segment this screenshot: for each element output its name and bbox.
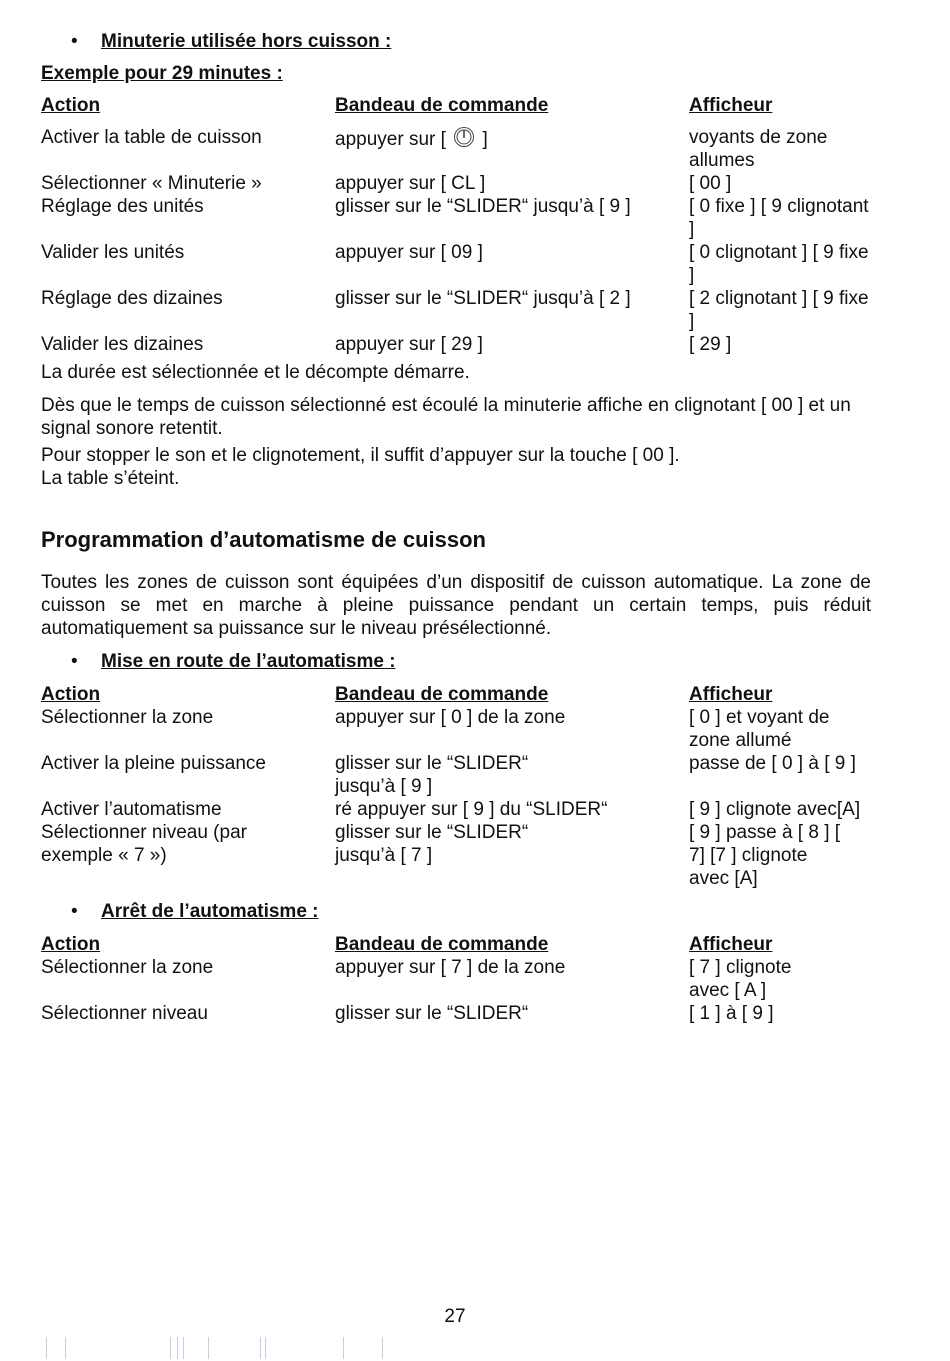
row-action: Réglage des unités (41, 196, 204, 217)
row-display: [ 9 ] passe à [ 8 ] [ 7] [7 ] clignote avec [A] (689, 822, 841, 889)
table-row (41, 195, 871, 241)
bullet: • (71, 31, 78, 52)
table-row (41, 287, 871, 333)
bullet: • (71, 651, 78, 672)
row-display: passe de [ 0 ] à [ 9 ] (689, 753, 856, 774)
header-action: Action (41, 934, 101, 955)
row-display: [ 0 fixe ] [ 9 clignotant ] (689, 196, 869, 240)
automation-stop-heading (41, 900, 871, 923)
row-display: [ 2 clignotant ] [ 9 fixe ] (689, 288, 869, 332)
table-row (41, 126, 871, 172)
document-page (41, 30, 871, 1025)
table-row (41, 752, 871, 798)
row-action: Sélectionner niveau (41, 1003, 208, 1024)
command-suffix: ] (482, 129, 488, 150)
scan-mark (260, 1337, 261, 1359)
row-action: Sélectionner la zone (41, 957, 214, 978)
header-display: Afficheur (689, 684, 773, 705)
row-command: appuyer sur [ 09 ] (335, 242, 483, 263)
row-display: [ 1 ] à [ 9 ] (689, 1003, 774, 1024)
table-header (41, 933, 871, 956)
row-command: glisser sur le “SLIDER“ jusqu’à [ 2 ] (335, 288, 631, 309)
header-action: Action (41, 684, 101, 705)
table-row (41, 798, 871, 821)
scan-mark (208, 1337, 209, 1359)
bullet: • (71, 901, 78, 922)
paragraph-timer-end: Dès que le temps de cuisson sélectionné est écoulé la minuterie affiche en clignotant [ 00 ] et un signal sonore retentit. (41, 395, 851, 439)
row-command: glisser sur le “SLIDER“ jusqu’à [ 7 ] (335, 822, 529, 866)
paragraph-intro: Toutes les zones de cuisson sont équipées d’un dispositif de cuisson automatique. La zone de cuisson se met en marche à pleine puissance pendant un certain temps, puis réduit automatiquement sa puissance sur le niveau présélectionné. (41, 572, 871, 639)
header-command: Bandeau de commande (335, 934, 549, 955)
row-command: glisser sur le “SLIDER“ (335, 1003, 529, 1024)
scan-mark (46, 1337, 47, 1359)
scan-mark (177, 1337, 178, 1359)
table-row (41, 706, 871, 752)
row-action: Valider les unités (41, 242, 185, 263)
header-display: Afficheur (689, 95, 773, 116)
automation-stop-heading-text: Arrêt de l’automatisme : (101, 901, 319, 922)
row-action: Activer l’automatisme (41, 799, 222, 820)
timer-heading-text: Minuterie utilisée hors cuisson : (101, 31, 392, 52)
header-action: Action (41, 95, 101, 116)
row-action: Réglage des dizaines (41, 288, 223, 309)
row-action: Activer la table de cuisson (41, 127, 262, 148)
automation-start-heading (41, 650, 871, 673)
row-action: Activer la pleine puissance (41, 753, 266, 774)
section-title: Programmation d’automatisme de cuisson (41, 527, 486, 552)
power-button-icon (453, 126, 475, 154)
scan-mark (343, 1337, 344, 1359)
row-command: appuyer sur [ CL ] (335, 173, 486, 194)
scan-mark (65, 1337, 66, 1359)
row-display: [ 7 ] clignote avec [ A ] (689, 957, 792, 1001)
table-row (41, 956, 871, 1002)
row-action: Sélectionner la zone (41, 707, 214, 728)
header-command: Bandeau de commande (335, 684, 549, 705)
header-command: Bandeau de commande (335, 95, 549, 116)
table-row (41, 172, 871, 195)
automation-start-heading-text: Mise en route de l’automatisme : (101, 651, 396, 672)
table-row (41, 241, 871, 287)
timer-heading (41, 30, 871, 53)
row-command (335, 126, 689, 172)
paragraph-duration: La durée est sélectionnée et le décompte démarre. (41, 362, 470, 383)
table-header (41, 683, 871, 706)
row-command: ré appuyer sur [ 9 ] du “SLIDER“ (335, 799, 608, 820)
paragraph-table-off: La table s’éteint. (41, 468, 180, 489)
row-action: Sélectionner niveau (par exemple « 7 ») (41, 822, 247, 866)
row-display: [ 00 ] (689, 173, 732, 194)
scan-mark (382, 1337, 383, 1359)
table-row (41, 821, 871, 890)
row-action: Sélectionner « Minuterie » (41, 173, 262, 194)
row-command: appuyer sur [ 0 ] de la zone (335, 707, 566, 728)
row-display: [ 9 ] clignote avec[A] (689, 799, 861, 820)
paragraph-stop-sound: Pour stopper le son et le clignotement, il suffit d’appuyer sur la touche [ 00 ]. (41, 445, 680, 466)
row-command: glisser sur le “SLIDER“ jusqu’à [ 9 ] (335, 753, 529, 797)
table-header (41, 94, 871, 117)
row-action: Valider les dizaines (41, 334, 204, 355)
row-command: appuyer sur [ 7 ] de la zone (335, 957, 566, 978)
command-prefix: appuyer sur [ (335, 129, 446, 150)
row-display: [ 0 clignotant ] [ 9 fixe ] (689, 242, 869, 286)
row-command: appuyer sur [ 29 ] (335, 334, 483, 355)
table-row (41, 1002, 871, 1025)
row-display: [ 29 ] (689, 334, 732, 355)
row-command: glisser sur le “SLIDER“ jusqu’à [ 9 ] (335, 196, 631, 217)
header-display: Afficheur (689, 934, 773, 955)
scan-mark (265, 1337, 266, 1359)
example-title: Exemple pour 29 minutes : (41, 63, 283, 84)
scan-mark (183, 1337, 184, 1359)
row-display: voyants de zone allumes (689, 127, 828, 171)
scan-mark (170, 1337, 171, 1359)
table-row (41, 333, 871, 356)
page-number: 27 (444, 1306, 466, 1327)
row-display: [ 0 ] et voyant de zone allumé (689, 707, 830, 751)
